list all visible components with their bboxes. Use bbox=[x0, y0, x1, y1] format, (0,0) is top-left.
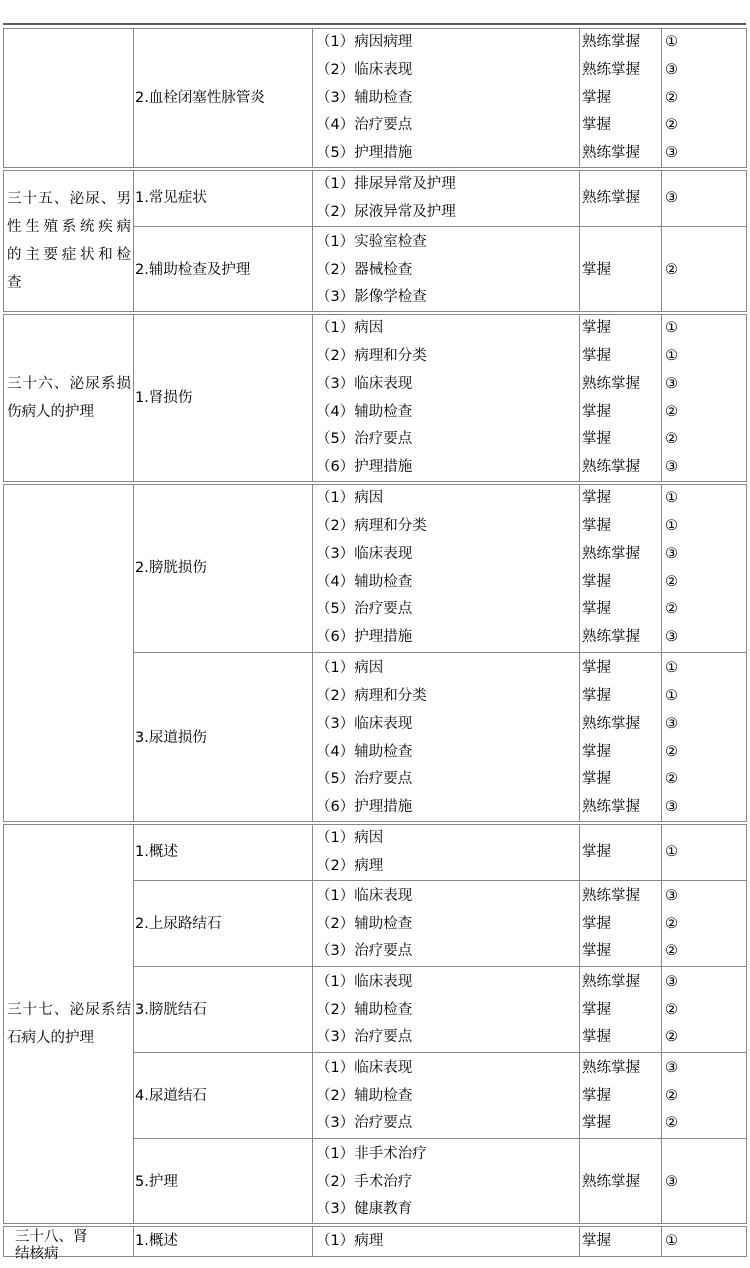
column-divider bbox=[312, 1226, 313, 1257]
importance-grade: ① bbox=[665, 347, 678, 364]
mastery-level: 熟练掌握 bbox=[582, 145, 640, 162]
section-border-right bbox=[746, 1226, 747, 1257]
column-divider bbox=[661, 314, 662, 482]
importance-grade: ② bbox=[665, 743, 678, 760]
mastery-level: 掌握 bbox=[582, 1233, 611, 1250]
importance-grade: ② bbox=[665, 89, 678, 106]
column-divider bbox=[579, 1226, 580, 1257]
item-text: （2）病理和分类 bbox=[316, 347, 427, 364]
column-divider bbox=[661, 28, 662, 168]
importance-grade: ② bbox=[665, 1029, 678, 1046]
importance-grade: ③ bbox=[665, 973, 678, 990]
section-title-line: 的主要症状和检 bbox=[7, 246, 131, 263]
row-divider bbox=[133, 966, 746, 967]
mastery-level: 掌握 bbox=[582, 687, 611, 704]
item-text: （4）辅助检查 bbox=[316, 573, 413, 590]
column-divider bbox=[312, 314, 313, 482]
column-divider bbox=[579, 28, 580, 168]
row-divider bbox=[133, 880, 746, 881]
importance-grade: ② bbox=[665, 601, 678, 618]
item-text: （2）辅助检查 bbox=[316, 915, 413, 932]
column-divider bbox=[312, 824, 313, 1224]
item-text: （1）病因 bbox=[316, 660, 384, 677]
section-title-line: 查 bbox=[7, 274, 22, 291]
section-title-line: 性生殖系统疾病 bbox=[7, 218, 131, 235]
item-text: （1）临床表现 bbox=[316, 973, 413, 990]
item-text: （1）临床表现 bbox=[316, 887, 413, 904]
importance-grade: ② bbox=[665, 915, 678, 932]
column-divider bbox=[661, 484, 662, 822]
section-border-left bbox=[3, 484, 4, 822]
row-divider bbox=[133, 652, 746, 653]
section-title-line: 三十七、泌尿系结 bbox=[7, 1001, 131, 1018]
mastery-level: 掌握 bbox=[582, 843, 611, 860]
topic-title: 1.概述 bbox=[135, 1233, 178, 1250]
section-title bbox=[7, 996, 131, 1052]
mastery-level: 掌握 bbox=[582, 660, 611, 677]
importance-grade: ① bbox=[665, 843, 678, 860]
section-border-left bbox=[3, 28, 4, 168]
item-text: （3）影像学检查 bbox=[316, 289, 427, 306]
item-text: （1）实验室检查 bbox=[316, 233, 427, 250]
section-border-bottom bbox=[3, 481, 746, 482]
section-border-left bbox=[3, 170, 4, 312]
column-divider bbox=[579, 484, 580, 822]
column-divider bbox=[579, 824, 580, 1224]
mastery-level: 熟练掌握 bbox=[582, 887, 640, 904]
item-text: （6）护理措施 bbox=[316, 629, 413, 646]
section-title-line: 三十八、肾 bbox=[15, 1229, 88, 1245]
mastery-level: 掌握 bbox=[582, 347, 611, 364]
mastery-level: 掌握 bbox=[582, 261, 611, 278]
mastery-level: 熟练掌握 bbox=[582, 973, 640, 990]
section-border-left bbox=[3, 824, 4, 1224]
section-title bbox=[7, 1229, 131, 1263]
section-title-line: 三十五、泌尿、男 bbox=[7, 190, 131, 207]
importance-grade: ① bbox=[665, 687, 678, 704]
importance-grade: ② bbox=[665, 431, 678, 448]
column-divider bbox=[133, 314, 134, 482]
importance-grade: ③ bbox=[665, 715, 678, 732]
item-text: （2）辅助检查 bbox=[316, 1001, 413, 1018]
item-text: （2）临床表现 bbox=[316, 61, 413, 78]
item-text: （2）病理和分类 bbox=[316, 687, 427, 704]
mastery-level: 掌握 bbox=[582, 403, 611, 420]
section-title-line: 三十六、泌尿系损 bbox=[7, 375, 131, 392]
item-text: （3）临床表现 bbox=[316, 715, 413, 732]
mastery-level: 熟练掌握 bbox=[582, 61, 640, 78]
importance-grade: ① bbox=[665, 660, 678, 677]
item-text: （2）器械检查 bbox=[316, 261, 413, 278]
item-text: （3）临床表现 bbox=[316, 545, 413, 562]
section-border-left bbox=[3, 1226, 4, 1257]
item-text: （6）护理措施 bbox=[316, 459, 413, 476]
importance-grade: ③ bbox=[665, 799, 678, 816]
item-text: （1）临床表现 bbox=[316, 1059, 413, 1076]
item-text: （1）病因 bbox=[316, 829, 384, 846]
item-text: （1）病因 bbox=[316, 490, 384, 507]
mastery-level: 掌握 bbox=[582, 573, 611, 590]
importance-grade: ③ bbox=[665, 145, 678, 162]
item-text: （5）治疗要点 bbox=[316, 771, 413, 788]
column-divider bbox=[312, 170, 313, 312]
mastery-level: 掌握 bbox=[582, 743, 611, 760]
column-divider bbox=[133, 1226, 134, 1257]
mastery-level: 掌握 bbox=[582, 490, 611, 507]
item-text: （2）尿液异常及护理 bbox=[316, 203, 456, 220]
column-divider bbox=[579, 170, 580, 312]
importance-grade: ② bbox=[665, 1001, 678, 1018]
mastery-level: 熟练掌握 bbox=[582, 629, 640, 646]
column-divider bbox=[133, 28, 134, 168]
section-title bbox=[7, 185, 131, 297]
column-divider bbox=[661, 1226, 662, 1257]
topic-title: 2.血栓闭塞性脉管炎 bbox=[135, 89, 265, 106]
importance-grade: ① bbox=[665, 320, 678, 337]
item-text: （2）病理 bbox=[316, 857, 384, 874]
section-title-line: 伤病人的护理 bbox=[7, 403, 94, 420]
mastery-level: 掌握 bbox=[582, 1001, 611, 1018]
item-text: （3）辅助检查 bbox=[316, 89, 413, 106]
importance-grade: ② bbox=[665, 403, 678, 420]
mastery-level: 掌握 bbox=[582, 771, 611, 788]
item-text: （1）病因 bbox=[316, 320, 384, 337]
mastery-level: 熟练掌握 bbox=[582, 1173, 640, 1190]
row-divider bbox=[133, 1052, 746, 1053]
mastery-level: 掌握 bbox=[582, 1087, 611, 1104]
item-text: （6）护理措施 bbox=[316, 799, 413, 816]
importance-grade: ② bbox=[665, 771, 678, 788]
section-border-right bbox=[746, 28, 747, 168]
mastery-level: 熟练掌握 bbox=[582, 189, 640, 206]
topic-title: 1.概述 bbox=[135, 843, 178, 860]
topic-title: 2.辅助检查及护理 bbox=[135, 261, 251, 278]
section-border-right bbox=[746, 824, 747, 1224]
topic-title: 2.上尿路结石 bbox=[135, 915, 222, 932]
item-text: （5）治疗要点 bbox=[316, 431, 413, 448]
importance-grade: ① bbox=[665, 1233, 678, 1250]
topic-title: 1.常见症状 bbox=[135, 189, 207, 206]
item-text: （3）健康教育 bbox=[316, 1201, 413, 1218]
column-divider bbox=[661, 824, 662, 1224]
section-border-right bbox=[746, 314, 747, 482]
importance-grade: ② bbox=[665, 1087, 678, 1104]
item-text: （5）治疗要点 bbox=[316, 601, 413, 618]
mastery-level: 掌握 bbox=[582, 117, 611, 134]
item-text: （4）辅助检查 bbox=[316, 403, 413, 420]
item-text: （1）排尿异常及护理 bbox=[316, 175, 456, 192]
item-text: （2）病理和分类 bbox=[316, 517, 427, 534]
importance-grade: ③ bbox=[665, 887, 678, 904]
column-divider bbox=[312, 28, 313, 168]
column-divider bbox=[133, 170, 134, 312]
mastery-level: 熟练掌握 bbox=[582, 799, 640, 816]
column-divider bbox=[661, 170, 662, 312]
mastery-level: 掌握 bbox=[582, 320, 611, 337]
item-text: （1）非手术治疗 bbox=[316, 1145, 427, 1162]
column-divider bbox=[133, 824, 134, 1224]
mastery-level: 熟练掌握 bbox=[582, 1059, 640, 1076]
item-text: （3）治疗要点 bbox=[316, 1115, 413, 1132]
importance-grade: ② bbox=[665, 573, 678, 590]
item-text: （1）病因病理 bbox=[316, 34, 413, 50]
mastery-level: 掌握 bbox=[582, 431, 611, 448]
importance-grade: ② bbox=[665, 943, 678, 960]
topic-title: 5.护理 bbox=[135, 1173, 178, 1190]
mastery-level: 掌握 bbox=[582, 601, 611, 618]
section-title-line: 石病人的护理 bbox=[7, 1029, 94, 1046]
item-text: （5）护理措施 bbox=[316, 145, 413, 162]
mastery-level: 熟练掌握 bbox=[582, 459, 640, 476]
item-text: （3）治疗要点 bbox=[316, 943, 413, 960]
column-divider bbox=[312, 484, 313, 822]
importance-grade: ② bbox=[665, 261, 678, 278]
mastery-level: 掌握 bbox=[582, 915, 611, 932]
row-divider bbox=[133, 226, 746, 227]
item-text: （1）病理 bbox=[316, 1233, 384, 1250]
item-text: （2）手术治疗 bbox=[316, 1173, 413, 1190]
importance-grade: ③ bbox=[665, 61, 678, 78]
mastery-level: 掌握 bbox=[582, 1115, 611, 1132]
importance-grade: ① bbox=[665, 490, 678, 507]
section-border-bottom bbox=[3, 821, 746, 822]
section-title-line: 结核病 bbox=[15, 1246, 59, 1262]
column-divider bbox=[133, 484, 134, 822]
mastery-level: 熟练掌握 bbox=[582, 545, 640, 562]
topic-title: 3.膀胱结石 bbox=[135, 1001, 207, 1018]
mastery-level: 掌握 bbox=[582, 517, 611, 534]
mastery-level: 熟练掌握 bbox=[582, 34, 640, 50]
column-divider bbox=[579, 314, 580, 482]
topic-title: 4.尿道结石 bbox=[135, 1087, 207, 1104]
importance-grade: ③ bbox=[665, 375, 678, 392]
row-divider bbox=[133, 1138, 746, 1139]
item-text: （3）临床表现 bbox=[316, 375, 413, 392]
topic-title: 1.肾损伤 bbox=[135, 389, 193, 406]
item-text: （4）治疗要点 bbox=[316, 117, 413, 134]
mastery-level: 掌握 bbox=[582, 1029, 611, 1046]
importance-grade: ① bbox=[665, 34, 678, 50]
section-border-left bbox=[3, 314, 4, 482]
item-text: （3）治疗要点 bbox=[316, 1029, 413, 1046]
item-text: （4）辅助检查 bbox=[316, 743, 413, 760]
mastery-level: 熟练掌握 bbox=[582, 375, 640, 392]
top-rule bbox=[3, 23, 746, 25]
importance-grade: ③ bbox=[665, 545, 678, 562]
importance-grade: ③ bbox=[665, 1059, 678, 1076]
importance-grade: ③ bbox=[665, 1173, 678, 1190]
mastery-level: 掌握 bbox=[582, 943, 611, 960]
importance-grade: ① bbox=[665, 517, 678, 534]
section-title bbox=[7, 370, 131, 426]
topic-title: 3.尿道损伤 bbox=[135, 729, 207, 746]
section-border-right bbox=[746, 484, 747, 822]
importance-grade: ② bbox=[665, 117, 678, 134]
importance-grade: ③ bbox=[665, 189, 678, 206]
mastery-level: 熟练掌握 bbox=[582, 715, 640, 732]
importance-grade: ③ bbox=[665, 459, 678, 476]
topic-title: 2.膀胱损伤 bbox=[135, 559, 207, 576]
section-border-right bbox=[746, 170, 747, 312]
mastery-level: 掌握 bbox=[582, 89, 611, 106]
importance-grade: ③ bbox=[665, 629, 678, 646]
importance-grade: ② bbox=[665, 1115, 678, 1132]
item-text: （2）辅助检查 bbox=[316, 1087, 413, 1104]
